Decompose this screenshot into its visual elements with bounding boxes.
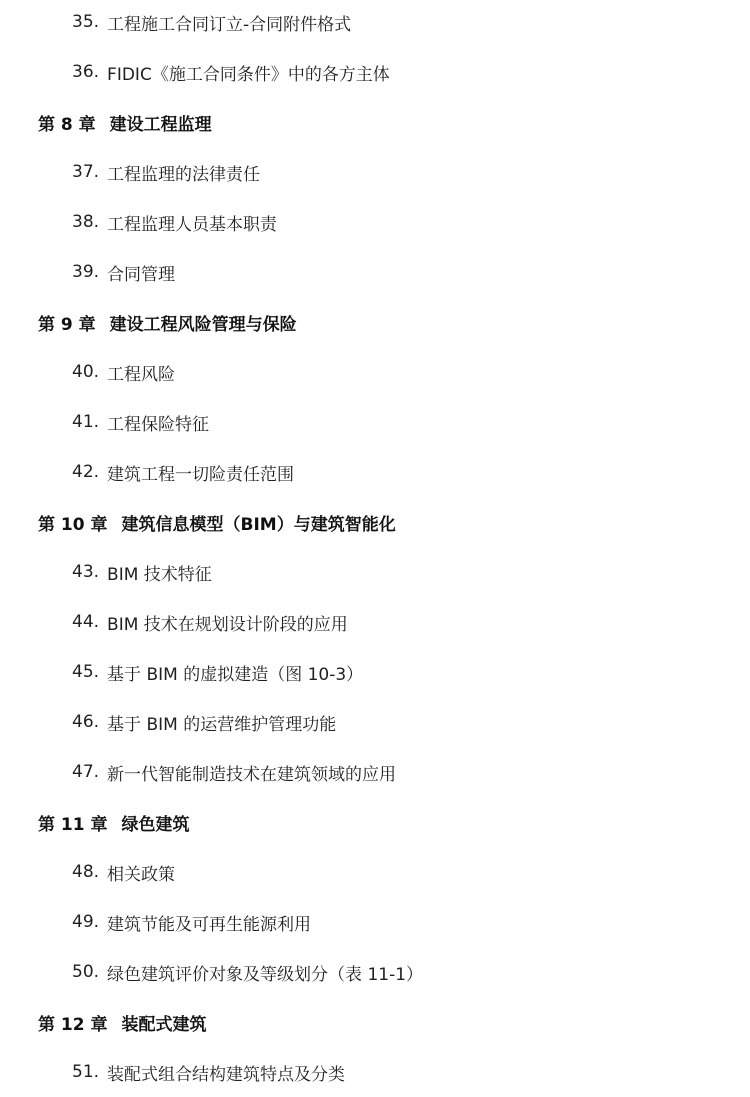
toc-item-41[interactable] (0, 397, 750, 447)
item-title: 工程监理人员基本职责 (107, 214, 278, 235)
item-title: BIM 技术在规划设计阶段的应用 (107, 614, 348, 635)
toc-item-39[interactable] (0, 247, 750, 297)
toc-item-47[interactable] (0, 747, 750, 797)
item-title: 绿色建筑评价对象及等级划分（表 11-1） (107, 964, 424, 985)
item-number: 40. (72, 362, 100, 382)
item-title: 建筑节能及可再生能源利用 (107, 914, 312, 935)
item-title: FIDIC《施工合同条件》中的各方主体 (107, 64, 390, 85)
item-number: 45. (72, 662, 100, 682)
chapter-number: 第 11 章 (38, 814, 108, 835)
item-title: 基于 BIM 的运营维护管理功能 (107, 714, 337, 735)
chapter-title: 建筑信息模型（BIM）与建筑智能化 (121, 514, 396, 535)
toc-item-35[interactable] (0, 0, 750, 47)
item-number: 50. (72, 962, 100, 982)
item-number: 39. (72, 262, 100, 282)
toc-item-49[interactable] (0, 897, 750, 947)
item-number: 37. (72, 162, 100, 182)
chapter-number: 第 12 章 (38, 1014, 108, 1035)
item-title: 工程施工合同订立-合同附件格式 (107, 14, 352, 35)
item-number: 44. (72, 612, 100, 632)
chapter-heading-11[interactable] (0, 797, 750, 847)
chapter-title: 建设工程风险管理与保险 (109, 314, 297, 335)
chapter-heading-12[interactable] (0, 997, 750, 1047)
toc-item-51[interactable] (0, 1047, 750, 1097)
item-number: 43. (72, 562, 100, 582)
item-number: 46. (72, 712, 100, 732)
toc-item-45[interactable] (0, 647, 750, 697)
chapter-number: 第 9 章 (38, 314, 96, 335)
toc-item-46[interactable] (0, 697, 750, 747)
chapter-heading-8[interactable] (0, 97, 750, 147)
toc-item-42[interactable] (0, 447, 750, 497)
toc-item-38[interactable] (0, 197, 750, 247)
toc-item-36[interactable] (0, 47, 750, 97)
item-number: 48. (72, 862, 100, 882)
item-title: 合同管理 (107, 264, 176, 285)
item-title: 相关政策 (107, 864, 176, 885)
chapter-number: 第 10 章 (38, 514, 108, 535)
toc-item-50[interactable] (0, 947, 750, 997)
toc-item-40[interactable] (0, 347, 750, 397)
item-number: 47. (72, 762, 100, 782)
toc-item-37[interactable] (0, 147, 750, 197)
chapter-title: 绿色建筑 (121, 814, 190, 835)
item-title: BIM 技术特征 (107, 564, 212, 585)
chapter-heading-10[interactable] (0, 497, 750, 547)
item-title: 装配式组合结构建筑特点及分类 (107, 1064, 346, 1085)
item-title: 新一代智能制造技术在建筑领域的应用 (107, 764, 397, 785)
item-number: 41. (72, 412, 100, 432)
toc-item-48[interactable] (0, 847, 750, 897)
chapter-number: 第 8 章 (38, 114, 96, 135)
item-title: 工程监理的法律责任 (107, 164, 261, 185)
toc-item-43[interactable] (0, 547, 750, 597)
chapter-title: 建设工程监理 (109, 114, 212, 135)
toc-item-44[interactable] (0, 597, 750, 647)
item-number: 38. (72, 212, 100, 232)
item-title: 工程风险 (107, 364, 176, 385)
item-title: 工程保险特征 (107, 414, 210, 435)
item-title: 建筑工程一切险责任范围 (107, 464, 295, 485)
item-number: 42. (72, 462, 100, 482)
item-number: 35. (72, 12, 100, 32)
chapter-heading-9[interactable] (0, 297, 750, 347)
item-number: 49. (72, 912, 100, 932)
chapter-title: 装配式建筑 (121, 1014, 207, 1035)
item-title: 基于 BIM 的虚拟建造（图 10-3） (107, 664, 364, 685)
item-number: 36. (72, 62, 100, 82)
item-number: 51. (72, 1062, 100, 1082)
